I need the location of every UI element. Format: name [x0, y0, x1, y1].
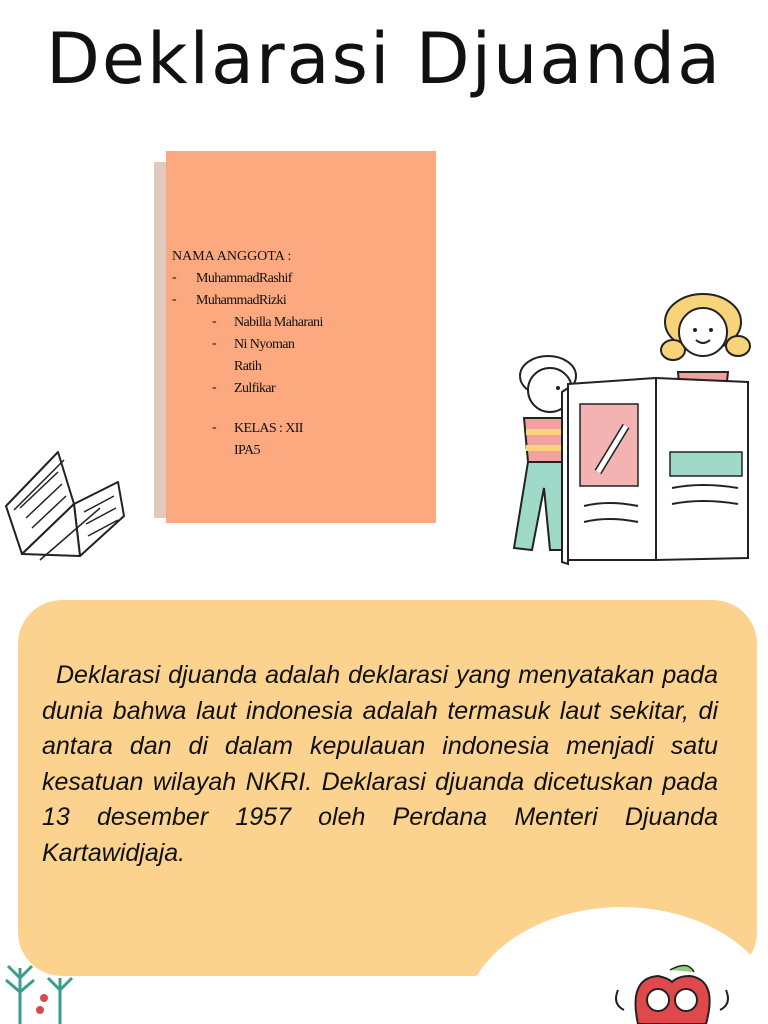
- member-item: - Nabilla Maharani: [172, 312, 324, 334]
- page-title: Deklarasi Djuanda: [46, 18, 722, 100]
- members-list: [172, 246, 332, 462]
- kids-reading-illustration: [488, 292, 758, 568]
- members-label: NAMA ANGGOTA :: [172, 249, 292, 264]
- class-item: - KELAS : XII IPA5: [172, 418, 324, 462]
- open-book-icon: [0, 446, 130, 568]
- member-item: - MuhammadRashif: [172, 268, 332, 290]
- member-item: - MuhammadRizki: [172, 290, 332, 312]
- plant-icon: [0, 958, 80, 1024]
- description-text: Deklarasi djuanda adalah deklarasi yang menyatakan pada dunia bahwa laut indonesia adalah termasuk laut sekitar, di antara dan di dalam kepulauan indonesia menjadi satu kesatuan wilayah NKRI. Deklarasi djuanda dicetuskan pada 13 desember 1957 oleh Perdana Menteri Djuanda Kartawidjaja.: [42, 661, 718, 867]
- member-item: - Zulfikar: [172, 378, 324, 400]
- apple-character-icon: [598, 960, 748, 1024]
- member-item: - Ni Nyoman Ratih: [172, 334, 324, 378]
